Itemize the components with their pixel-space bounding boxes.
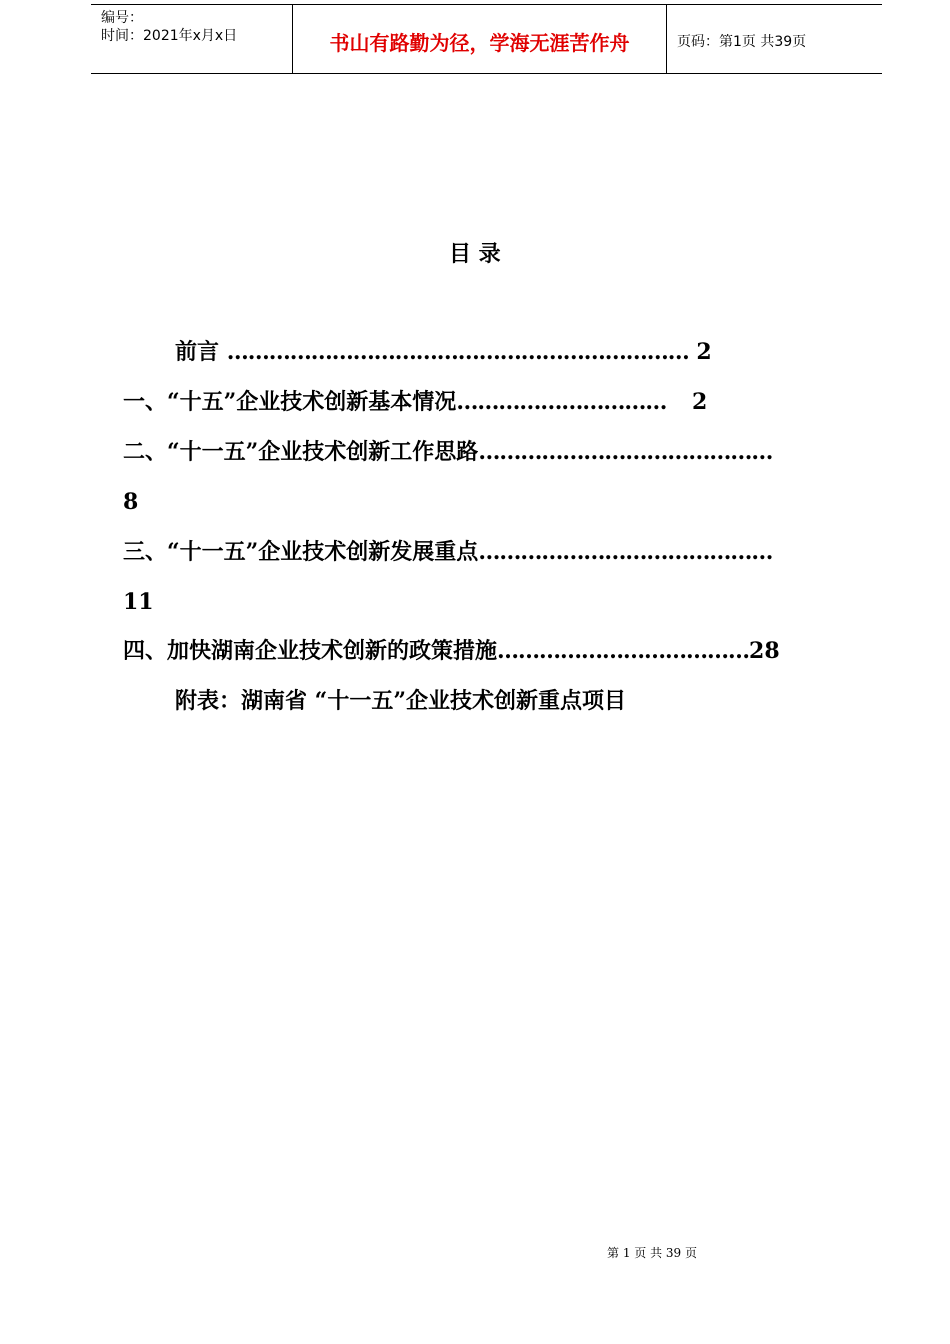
toc-entry-page: 11 [123,589,154,615]
toc-entry-label: 前言 [175,339,220,365]
time-label: 时间：2021年x月x日 [101,28,238,44]
toc-entry-1[interactable] [123,387,707,417]
page-footer: 第 1 页 共 39 页 [607,1246,697,1260]
toc-entry-page: 2 [696,339,712,365]
toc-leader-dots: ………………………… [456,389,667,415]
toc-entry-label: 四、加快湖南企业技术创新的政策措施 [123,638,498,664]
toc-entry-2-page [123,487,138,517]
toc-leader-dots: …………………………………… [478,439,773,465]
toc-entry-page: 28 [749,638,780,664]
toc-entry-label: 一、“十五”企业技术创新基本情况 [123,389,457,415]
header-page-cell [667,5,882,73]
toc-entry-label: 三、“十一五”企业技术创新发展重点 [123,539,479,565]
toc-entry-label: 附表：湖南省 “十一五”企业技术创新重点项目 [175,688,626,714]
header-meta-cell [91,5,293,73]
toc-leader-dots: …………………………………… [478,539,773,565]
number-label: 编号： [101,10,143,26]
toc-entry-page: 2 [691,389,708,415]
toc-leader-dots: ……………………………… [497,638,750,664]
toc-leader-dots: ………………………………………………………… [226,339,689,365]
page-header [91,4,882,74]
header-motto-cell [293,5,667,73]
toc-entry-3[interactable] [123,537,772,567]
toc-entry-2[interactable] [123,437,772,467]
page-info: 页码：第1页 共39页 [677,34,807,50]
toc-entry-4[interactable] [123,636,780,666]
toc-entry-label: 二、“十一五”企业技术创新工作思路 [123,439,479,465]
toc-entry-3-page [123,587,154,617]
toc-entry-page: 8 [123,489,139,515]
motto-text: 书山有路勤为径，学海无涯苦作舟 [329,31,630,55]
toc-entry-appendix[interactable] [175,686,626,716]
toc-title: 目 录 [449,241,501,267]
toc-entry-preface[interactable] [175,337,712,367]
